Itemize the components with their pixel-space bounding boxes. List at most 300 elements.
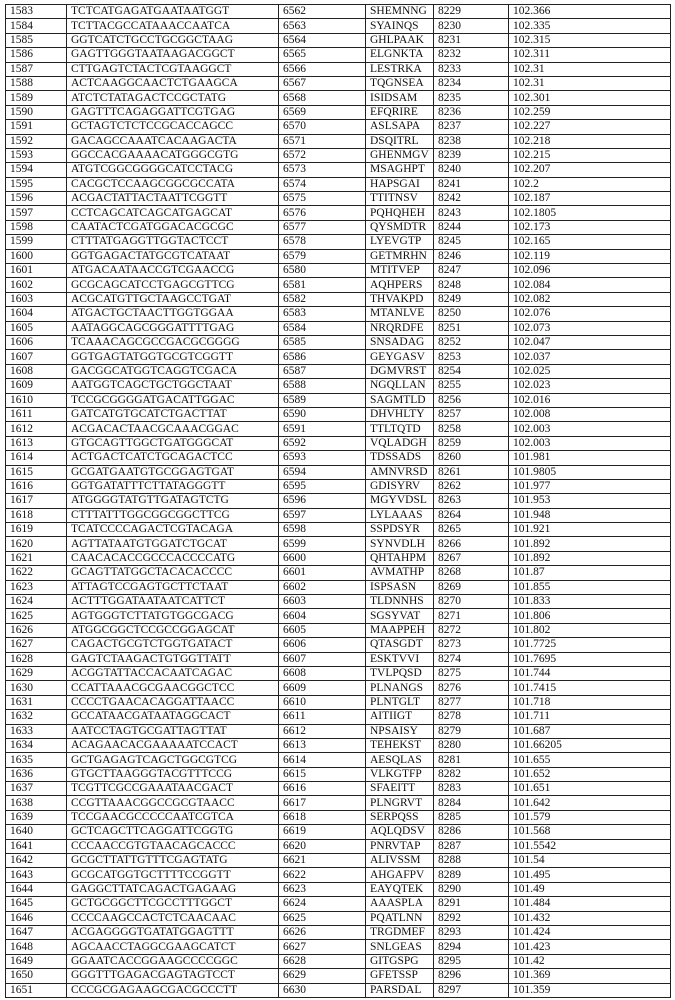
peptide-id: 8287 [434, 839, 509, 853]
peptide-id: 8245 [434, 235, 509, 249]
sequence-id: 6602 [279, 580, 366, 594]
row-number: 1643 [6, 868, 67, 882]
table-row [6, 983, 671, 997]
peptide-id: 8275 [434, 666, 509, 680]
table-row [6, 566, 671, 580]
dna-sequence: CCCGCGAGAAGCGACGCCCTT [67, 983, 279, 997]
dna-sequence: ACAGAACACGAAAAATCCACT [67, 738, 279, 752]
table-row [6, 595, 671, 609]
score: 102.187 [509, 192, 671, 206]
peptide-sequence: GEYGASV [366, 350, 434, 364]
sequence-id: 6628 [279, 954, 366, 968]
row-number: 1588 [6, 76, 67, 90]
table-row [6, 451, 671, 465]
table-row [6, 91, 671, 105]
peptide-sequence: GITGSPG [366, 954, 434, 968]
sequence-id: 6614 [279, 753, 366, 767]
peptide-id: 8261 [434, 465, 509, 479]
row-number: 1608 [6, 364, 67, 378]
table-row [6, 724, 671, 738]
dna-sequence: ATGTCGGCGGGGCATCCTACG [67, 163, 279, 177]
score: 101.977 [509, 479, 671, 493]
sequence-id: 6582 [279, 292, 366, 306]
peptide-id: 8290 [434, 882, 509, 896]
dna-sequence: ACTGACTCATCTGCAGACTCC [67, 451, 279, 465]
row-number: 1625 [6, 609, 67, 623]
table-row [6, 623, 671, 637]
sequence-id: 6618 [279, 810, 366, 824]
table-row [6, 307, 671, 321]
sequence-id: 6586 [279, 350, 366, 364]
peptide-id: 8285 [434, 810, 509, 824]
dna-sequence: GAGTTTCAGAGGATTCGTGAG [67, 105, 279, 119]
score: 102.037 [509, 350, 671, 364]
row-number: 1634 [6, 738, 67, 752]
peptide-id: 8244 [434, 220, 509, 234]
table-row [6, 479, 671, 493]
row-number: 1618 [6, 508, 67, 522]
peptide-id: 8277 [434, 695, 509, 709]
score: 102.1805 [509, 206, 671, 220]
score: 101.5542 [509, 839, 671, 853]
dna-sequence: ATTAGTCCGAGTGCTTCTAAT [67, 580, 279, 594]
dna-sequence: TCGTTCGCCGAAATAACGACT [67, 782, 279, 796]
row-number: 1596 [6, 192, 67, 206]
sequence-id: 6613 [279, 738, 366, 752]
peptide-sequence: SSPDSYR [366, 523, 434, 537]
score: 101.54 [509, 854, 671, 868]
score: 102.082 [509, 292, 671, 306]
sequence-id: 6589 [279, 393, 366, 407]
score: 102.218 [509, 134, 671, 148]
row-number: 1602 [6, 278, 67, 292]
dna-sequence: CCCCTGAACACAGGATTAACC [67, 695, 279, 709]
dna-sequence: CAACACACCGCCCACCCCATG [67, 551, 279, 565]
peptide-id: 8292 [434, 911, 509, 925]
peptide-sequence: ESKTVVI [366, 652, 434, 666]
dna-sequence: GAGTTGGGTAATAAGACGGCT [67, 48, 279, 62]
table-row [6, 177, 671, 191]
score: 101.655 [509, 753, 671, 767]
dna-sequence: AATAGGCAGCGGGATTTTGAG [67, 321, 279, 335]
peptide-id: 8248 [434, 278, 509, 292]
dna-sequence: GAGGCTTATCAGACTGAGAAG [67, 882, 279, 896]
sequence-id: 6629 [279, 969, 366, 983]
row-number: 1646 [6, 911, 67, 925]
dna-sequence: TCATCCCCAGACTCGTACAGA [67, 523, 279, 537]
sequence-id: 6626 [279, 926, 366, 940]
peptide-sequence: ELGNKTA [366, 48, 434, 62]
score: 101.484 [509, 897, 671, 911]
table-row [6, 537, 671, 551]
score: 101.651 [509, 782, 671, 796]
peptide-id: 8291 [434, 897, 509, 911]
sequence-id: 6598 [279, 523, 366, 537]
dna-sequence: CCATTAAACGCGAACGGCTCC [67, 681, 279, 695]
row-number: 1619 [6, 523, 67, 537]
sequence-id: 6566 [279, 62, 366, 76]
peptide-id: 8265 [434, 523, 509, 537]
dna-sequence: TCTCATGAGATGAATAATGGT [67, 5, 279, 19]
score: 102.165 [509, 235, 671, 249]
peptide-id: 8240 [434, 163, 509, 177]
table-row [6, 897, 671, 911]
table-row [6, 134, 671, 148]
sequence-id: 6599 [279, 537, 366, 551]
dna-sequence: GCTAGTCTCTCCGCACCAGCC [67, 120, 279, 134]
table-row [6, 940, 671, 954]
peptide-id: 8262 [434, 479, 509, 493]
sequence-id: 6600 [279, 551, 366, 565]
row-number: 1616 [6, 479, 67, 493]
dna-sequence: GGCCACGAAAACATGGGCGTG [67, 148, 279, 162]
score: 102.173 [509, 220, 671, 234]
table-row [6, 321, 671, 335]
peptide-sequence: SFAEITT [366, 782, 434, 796]
score: 101.432 [509, 911, 671, 925]
sequence-id: 6595 [279, 479, 366, 493]
sequence-id: 6593 [279, 451, 366, 465]
sequence-id: 6563 [279, 19, 366, 33]
sequence-table [5, 4, 671, 998]
row-number: 1635 [6, 753, 67, 767]
dna-sequence: AATCCTAGTGCGATTAGTTAT [67, 724, 279, 738]
row-number: 1633 [6, 724, 67, 738]
peptide-id: 8263 [434, 494, 509, 508]
peptide-sequence: ASLSAPA [366, 120, 434, 134]
table-row [6, 508, 671, 522]
peptide-sequence: EAYQTEK [366, 882, 434, 896]
sequence-id: 6572 [279, 148, 366, 162]
row-number: 1640 [6, 825, 67, 839]
table-row [6, 695, 671, 709]
sequence-id: 6576 [279, 206, 366, 220]
row-number: 1609 [6, 379, 67, 393]
row-number: 1631 [6, 695, 67, 709]
peptide-id: 8282 [434, 767, 509, 781]
table-row [6, 926, 671, 940]
row-number: 1641 [6, 839, 67, 853]
peptide-id: 8281 [434, 753, 509, 767]
row-number: 1638 [6, 796, 67, 810]
peptide-sequence: TLDNNHS [366, 595, 434, 609]
dna-sequence: AGTTATAATGTGGATCTGCAT [67, 537, 279, 551]
score: 102.023 [509, 379, 671, 393]
peptide-id: 8274 [434, 652, 509, 666]
sequence-id: 6573 [279, 163, 366, 177]
score: 102.301 [509, 91, 671, 105]
peptide-id: 8266 [434, 537, 509, 551]
score: 102.096 [509, 264, 671, 278]
table-row [6, 954, 671, 968]
row-number: 1647 [6, 926, 67, 940]
dna-sequence: GCGCATGGTGCTTTTCCGGTT [67, 868, 279, 882]
dna-sequence: GGTGAGACTATGCGTCATAAT [67, 249, 279, 263]
table-row [6, 220, 671, 234]
score: 101.87 [509, 566, 671, 580]
table-row [6, 33, 671, 47]
sequence-id: 6590 [279, 407, 366, 421]
table-row [6, 120, 671, 134]
score: 102.003 [509, 436, 671, 450]
peptide-id: 8242 [434, 192, 509, 206]
sequence-id: 6603 [279, 595, 366, 609]
peptide-id: 8253 [434, 350, 509, 364]
peptide-sequence: THVAKPD [366, 292, 434, 306]
peptide-id: 8297 [434, 983, 509, 997]
score: 102.025 [509, 364, 671, 378]
peptide-id: 8236 [434, 105, 509, 119]
score: 101.744 [509, 666, 671, 680]
peptide-sequence: NRQRDFE [366, 321, 434, 335]
peptide-sequence: MTANLVE [366, 307, 434, 321]
row-number: 1637 [6, 782, 67, 796]
row-number: 1632 [6, 710, 67, 724]
table-row [6, 393, 671, 407]
row-number: 1584 [6, 19, 67, 33]
row-number: 1605 [6, 321, 67, 335]
peptide-sequence: TQGNSEA [366, 76, 434, 90]
row-number: 1607 [6, 350, 67, 364]
peptide-sequence: DGMVRST [366, 364, 434, 378]
table-row [6, 738, 671, 752]
table-row [6, 278, 671, 292]
dna-sequence: GCTGCGGCTTCGCCTTTGGCT [67, 897, 279, 911]
peptide-id: 8259 [434, 436, 509, 450]
peptide-id: 8278 [434, 710, 509, 724]
sequence-id: 6617 [279, 796, 366, 810]
peptide-id: 8233 [434, 62, 509, 76]
score: 101.7415 [509, 681, 671, 695]
row-number: 1639 [6, 810, 67, 824]
peptide-id: 8283 [434, 782, 509, 796]
sequence-id: 6625 [279, 911, 366, 925]
row-number: 1617 [6, 494, 67, 508]
row-number: 1613 [6, 436, 67, 450]
peptide-id: 8280 [434, 738, 509, 752]
peptide-id: 8230 [434, 19, 509, 33]
peptide-sequence: SNSADAG [366, 335, 434, 349]
sequence-id: 6609 [279, 681, 366, 695]
dna-sequence: GGAATCACCGGAAGCCCCGGC [67, 954, 279, 968]
table-row [6, 796, 671, 810]
table-row [6, 5, 671, 19]
dna-sequence: TCCGAACGCCCCCAATCGTCA [67, 810, 279, 824]
score: 101.921 [509, 523, 671, 537]
row-number: 1624 [6, 595, 67, 609]
peptide-id: 8284 [434, 796, 509, 810]
peptide-sequence: GETMRHN [366, 249, 434, 263]
table-row [6, 868, 671, 882]
peptide-id: 8276 [434, 681, 509, 695]
row-number: 1603 [6, 292, 67, 306]
peptide-sequence: PLNGRVT [366, 796, 434, 810]
peptide-id: 8294 [434, 940, 509, 954]
dna-sequence: GGTCATCTGCCTGCGGCTAAG [67, 33, 279, 47]
score: 101.495 [509, 868, 671, 882]
dna-sequence: GAGTCTAAGACTGTGGTTATT [67, 652, 279, 666]
dna-sequence: GCTGAGAGTCAGCTGGCGTCG [67, 753, 279, 767]
table-row [6, 19, 671, 33]
dna-sequence: GATCATGTGCATCTGACTTAT [67, 407, 279, 421]
sequence-id: 6587 [279, 364, 366, 378]
peptide-sequence: SGSYVAT [366, 609, 434, 623]
score: 101.66205 [509, 738, 671, 752]
score: 102.016 [509, 393, 671, 407]
row-number: 1586 [6, 48, 67, 62]
score: 102.073 [509, 321, 671, 335]
dna-sequence: TCCGCGGGGATGACATTGGAC [67, 393, 279, 407]
peptide-sequence: PLNTGLT [366, 695, 434, 709]
row-number: 1604 [6, 307, 67, 321]
table-row [6, 48, 671, 62]
peptide-id: 8249 [434, 292, 509, 306]
dna-sequence: GTGCTTAAGGGTACGTTTCCG [67, 767, 279, 781]
table-row [6, 335, 671, 349]
dna-sequence: TCTTACGCCATAAACCAATCA [67, 19, 279, 33]
peptide-id: 8229 [434, 5, 509, 19]
peptide-id: 8270 [434, 595, 509, 609]
peptide-sequence: NPSAISY [366, 724, 434, 738]
table-row [6, 292, 671, 306]
row-number: 1623 [6, 580, 67, 594]
dna-sequence: CACGCTCCAAGCGGCGCCATA [67, 177, 279, 191]
score: 101.806 [509, 609, 671, 623]
score: 101.687 [509, 724, 671, 738]
sequence-id: 6585 [279, 335, 366, 349]
score: 102.227 [509, 120, 671, 134]
row-number: 1620 [6, 537, 67, 551]
table-row [6, 436, 671, 450]
table-row [6, 854, 671, 868]
score: 102.207 [509, 163, 671, 177]
sequence-id: 6584 [279, 321, 366, 335]
dna-sequence: GCGCAGCATCCTGAGCGTTCG [67, 278, 279, 292]
dna-sequence: ATCTCTATAGACTCCGCTATG [67, 91, 279, 105]
dna-sequence: CTTTATGAGGTTGGTACTCCT [67, 235, 279, 249]
dna-sequence: CCCAACCGTGTAACAGCACCC [67, 839, 279, 853]
score: 101.369 [509, 969, 671, 983]
table-row [6, 62, 671, 76]
score: 101.953 [509, 494, 671, 508]
dna-sequence: AGTGGGTCTTATGTGGCGACG [67, 609, 279, 623]
row-number: 1615 [6, 465, 67, 479]
peptide-id: 8250 [434, 307, 509, 321]
peptide-sequence: PQATLNN [366, 911, 434, 925]
dna-sequence: GACGGCATGGTCAGGTCGACA [67, 364, 279, 378]
peptide-id: 8246 [434, 249, 509, 263]
dna-sequence: ATGACAATAACCGTCGAACCG [67, 264, 279, 278]
peptide-id: 8269 [434, 580, 509, 594]
peptide-id: 8239 [434, 148, 509, 162]
score: 101.9805 [509, 465, 671, 479]
sequence-id: 6616 [279, 782, 366, 796]
sequence-id: 6575 [279, 192, 366, 206]
sequence-id: 6605 [279, 623, 366, 637]
peptide-sequence: AESQLAS [366, 753, 434, 767]
score: 101.7725 [509, 638, 671, 652]
sequence-id: 6596 [279, 494, 366, 508]
table-row [6, 710, 671, 724]
dna-sequence: GCGATGAATGTGCGGAGTGAT [67, 465, 279, 479]
peptide-id: 8256 [434, 393, 509, 407]
score: 101.568 [509, 825, 671, 839]
row-number: 1614 [6, 451, 67, 465]
sequence-id: 6592 [279, 436, 366, 450]
sequence-id: 6571 [279, 134, 366, 148]
peptide-sequence: MTITVEP [366, 264, 434, 278]
peptide-id: 8288 [434, 854, 509, 868]
table-row [6, 882, 671, 896]
row-number: 1593 [6, 148, 67, 162]
dna-sequence: ATGGGGTATGTTGATAGTCTG [67, 494, 279, 508]
peptide-sequence: GHLPAAK [366, 33, 434, 47]
sequence-id: 6620 [279, 839, 366, 853]
peptide-id: 8279 [434, 724, 509, 738]
row-number: 1628 [6, 652, 67, 666]
sequence-id: 6621 [279, 854, 366, 868]
peptide-id: 8271 [434, 609, 509, 623]
dna-sequence: CCTCAGCATCAGCATGAGCAT [67, 206, 279, 220]
peptide-sequence: AMNVRSD [366, 465, 434, 479]
sequence-id: 6597 [279, 508, 366, 522]
table-row [6, 681, 671, 695]
score: 102.084 [509, 278, 671, 292]
dna-sequence: AATGGTCAGCTGCTGGCTAAT [67, 379, 279, 393]
peptide-sequence: GFETSSP [366, 969, 434, 983]
dna-sequence: AGCAACCTAGGCGAAGCATCT [67, 940, 279, 954]
score: 102.076 [509, 307, 671, 321]
row-number: 1585 [6, 33, 67, 47]
peptide-sequence: MAAPPEH [366, 623, 434, 637]
sequence-id: 6623 [279, 882, 366, 896]
row-number: 1629 [6, 666, 67, 680]
peptide-id: 8289 [434, 868, 509, 882]
peptide-sequence: DHVHLTY [366, 407, 434, 421]
table-row [6, 235, 671, 249]
peptide-sequence: LESTRKA [366, 62, 434, 76]
score: 102.335 [509, 19, 671, 33]
row-number: 1600 [6, 249, 67, 263]
peptide-id: 8243 [434, 206, 509, 220]
peptide-id: 8293 [434, 926, 509, 940]
peptide-id: 8267 [434, 551, 509, 565]
sequence-id: 6611 [279, 710, 366, 724]
peptide-sequence: QTASGDT [366, 638, 434, 652]
score: 102.215 [509, 148, 671, 162]
sequence-id: 6578 [279, 235, 366, 249]
dna-sequence: ACGCATGTTGCTAAGCCTGAT [67, 292, 279, 306]
dna-sequence: GCTCAGCTTCAGGATTCGGTG [67, 825, 279, 839]
table-row [6, 551, 671, 565]
peptide-sequence: PARSDAL [366, 983, 434, 997]
score: 101.833 [509, 595, 671, 609]
peptide-sequence: MSAGHPT [366, 163, 434, 177]
score: 102.259 [509, 105, 671, 119]
dna-sequence: ATGACTGCTAACTTGGTGGAA [67, 307, 279, 321]
dna-sequence: ACTTTGGATAATAATCATTCT [67, 595, 279, 609]
peptide-id: 8264 [434, 508, 509, 522]
peptide-sequence: AAASPLA [366, 897, 434, 911]
sequence-id: 6612 [279, 724, 366, 738]
dna-sequence: TCAAACAGCGCCGACGCGGGG [67, 335, 279, 349]
row-number: 1598 [6, 220, 67, 234]
row-number: 1622 [6, 566, 67, 580]
row-number: 1630 [6, 681, 67, 695]
row-number: 1642 [6, 854, 67, 868]
dna-sequence: ACTCAAGGCAACTCTGAAGCA [67, 76, 279, 90]
score: 101.642 [509, 796, 671, 810]
